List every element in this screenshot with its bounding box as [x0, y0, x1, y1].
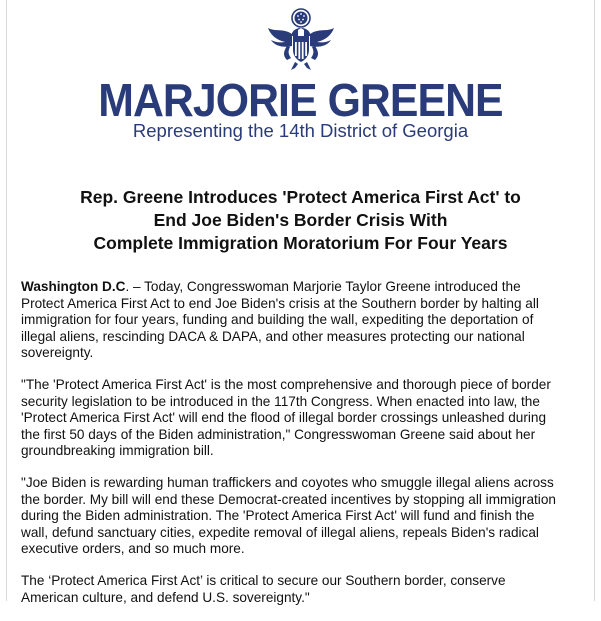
paragraph-line: "Joe Biden is rewarding human traffickers and coyotes who smuggle illegal aliens across [21, 474, 554, 490]
paragraph-line: immigration for four years, funding and building the wall, expediting the deportation of [21, 312, 534, 328]
paragraph-line [21, 279, 583, 296]
paragraph-quote-2 [21, 475, 583, 558]
paragraph-line: the border. My bill will end these Democrat-created incentives by stopping all immigration [21, 491, 556, 507]
paragraph-line: illegal aliens, rescinding DACA & DAPA, and other measures protecting our national [21, 328, 525, 344]
headline-line: Rep. Greene Introduces 'Protect America First Act' to [80, 187, 521, 207]
paragraph-quote-1 [21, 377, 583, 460]
press-release-body [21, 279, 583, 621]
paragraph-closing [21, 573, 583, 606]
headline-line: Complete Immigration Moratorium For Four Years [93, 233, 508, 253]
paragraph-line: "The 'Protect America First Act' is the most comprehensive and thorough piece of border [21, 376, 551, 392]
masthead-district: Representing the 14th District of Georgia [132, 120, 469, 141]
press-release-headline [20, 186, 581, 255]
paragraph-line: during the Biden administration. The 'Protect America First Act' will fund and finish the [21, 508, 535, 524]
paragraph-line: the first 50 days of the Biden administration," Congresswoman Greene said about her [21, 426, 536, 442]
headline-line: End Joe Biden's Border Crisis With [153, 210, 448, 230]
paragraph-line: Protect America First Act to end Joe Biden's crisis at the Southern border by halting all [21, 295, 539, 311]
masthead-name: MARJORIE GREENE [98, 74, 503, 126]
paragraph-line: The ‘Protect America First Act’ is critical to secure our Southern border, conserve [21, 572, 506, 588]
paragraph-line: executive orders, and so much more. [21, 541, 245, 557]
dateline: Washington D.C [21, 279, 126, 294]
paragraph-line: sovereignty. [21, 345, 94, 361]
us-congressional-seal-icon [265, 6, 337, 72]
paragraph-line: groundbreaking immigration bill. [21, 443, 214, 459]
paragraph-line: American culture, and defend U.S. sovereignty." [21, 589, 310, 605]
paragraph-line: security legislation to be introduced in the 117th Congress. When enacted into law, the [21, 393, 540, 409]
paragraph-intro [21, 279, 583, 362]
paragraph-line: 'Protect America First Act' will end the flood of illegal border crossings unleashed during [21, 410, 547, 426]
paragraph-line: wall, defund sanctuary cities, expedite removal of illegal aliens, repeals Biden's radical [21, 524, 539, 540]
paragraph-line-text: . – Today, Congresswoman Marjorie Taylor Greene introduced the [125, 279, 521, 294]
